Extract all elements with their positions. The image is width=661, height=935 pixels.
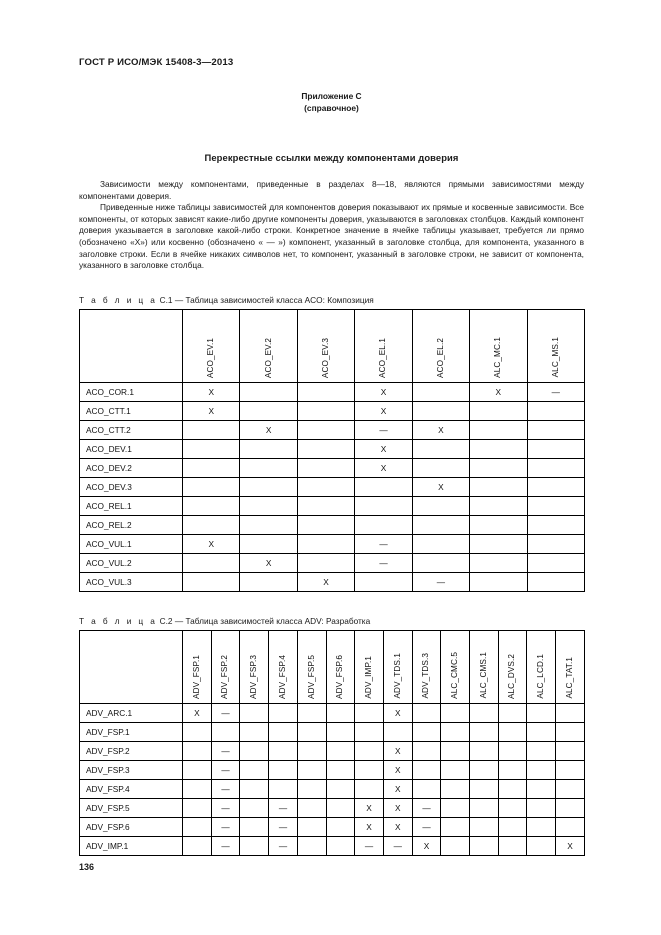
column-header-aco-ev-2	[240, 309, 297, 382]
dependency-cell	[412, 401, 469, 420]
table-row	[80, 817, 585, 836]
column-header-adv-fsp-4	[269, 630, 298, 703]
dependency-cell: —	[269, 836, 298, 855]
dependency-cell	[240, 836, 269, 855]
column-header-label: ALC_CMS.1	[478, 652, 488, 699]
paragraph-1: Зависимости между компонентами, приведенные в разделах 8—18, являются прямыми зависимостями между компонентами доверия.	[79, 179, 584, 201]
dependency-cell: X	[183, 382, 240, 401]
dependency-cell	[269, 741, 298, 760]
dependency-cell	[183, 572, 240, 591]
dependency-cell: —	[355, 420, 412, 439]
dependency-cell	[297, 553, 354, 572]
dependency-cell	[470, 760, 499, 779]
table-c1-caption	[79, 295, 584, 305]
table-row	[80, 572, 585, 591]
row-header-adv-fsp-6: ADV_FSP.6	[80, 817, 183, 836]
dependency-cell	[326, 741, 355, 760]
dependency-cell: —	[211, 798, 240, 817]
row-header-adv-imp-1: ADV_IMP.1	[80, 836, 183, 855]
column-header-label: ACO_EV.2	[263, 337, 273, 378]
column-header-adv-fsp-1	[183, 630, 212, 703]
dependency-cell	[183, 553, 240, 572]
dependency-cell	[498, 741, 527, 760]
dependency-cell: X	[355, 382, 412, 401]
dependency-cell	[326, 779, 355, 798]
dependency-cell	[240, 458, 297, 477]
dependency-cell	[240, 439, 297, 458]
dependency-cell	[355, 703, 384, 722]
row-header-aco-dev-1: ACO_DEV.1	[80, 439, 183, 458]
dependency-cell	[240, 760, 269, 779]
column-header-aco-ev-1	[183, 309, 240, 382]
dependency-cell	[441, 703, 470, 722]
column-header-label: ADV_FSP.1	[191, 654, 201, 699]
dependency-cell	[470, 458, 527, 477]
dependency-cell	[470, 439, 527, 458]
dependency-cell	[470, 515, 527, 534]
column-header-label: ALC_CMC.5	[450, 651, 460, 699]
dependency-cell	[211, 722, 240, 741]
dependency-cell	[183, 515, 240, 534]
dependency-cell: —	[211, 760, 240, 779]
column-header-alc-cmc-5	[441, 630, 470, 703]
row-header-adv-fsp-3: ADV_FSP.3	[80, 760, 183, 779]
column-header-adv-tds-3	[412, 630, 441, 703]
dependency-cell	[556, 798, 585, 817]
dependency-cell	[498, 817, 527, 836]
dependency-cell	[527, 572, 584, 591]
dependency-cell: —	[269, 798, 298, 817]
dependency-cell	[470, 817, 499, 836]
document-header: ГОСТ Р ИСО/МЭК 15408-3—2013	[79, 57, 234, 68]
table-c2	[79, 630, 585, 856]
row-header-adv-arc-1: ADV_ARC.1	[80, 703, 183, 722]
dependency-cell	[556, 703, 585, 722]
dependency-cell	[556, 779, 585, 798]
row-header-adv-fsp-4: ADV_FSP.4	[80, 779, 183, 798]
table-c1-caption-prefix: Т а б л и ц а	[79, 294, 158, 305]
dependency-cell	[240, 817, 269, 836]
dependency-cell: —	[211, 703, 240, 722]
dependency-cell	[297, 817, 326, 836]
dependency-cell	[240, 382, 297, 401]
column-header-alc-cms-1	[470, 630, 499, 703]
dependency-cell	[470, 779, 499, 798]
dependency-cell	[269, 779, 298, 798]
table-row	[80, 534, 585, 553]
spacer	[79, 272, 584, 295]
dependency-cell	[183, 798, 212, 817]
column-header-label: ALC_MS.1	[550, 337, 560, 378]
column-header-aco-el-1	[355, 309, 412, 382]
column-header-adv-fsp-3	[240, 630, 269, 703]
column-header-label: ADV_FSP.6	[335, 654, 345, 699]
row-header-aco-dev-2: ACO_DEV.2	[80, 458, 183, 477]
dependency-cell: —	[269, 817, 298, 836]
dependency-cell: —	[355, 534, 412, 553]
column-header-label: ACO_EV.1	[206, 337, 216, 378]
dependency-cell	[412, 760, 441, 779]
dependency-cell	[412, 703, 441, 722]
dependency-cell	[412, 553, 469, 572]
dependency-cell	[470, 496, 527, 515]
table-c2-body	[80, 703, 585, 855]
row-header-aco-ctt-1: ACO_CTT.1	[80, 401, 183, 420]
dependency-cell	[355, 572, 412, 591]
table-c2-head	[80, 630, 585, 703]
table-row	[80, 439, 585, 458]
dependency-cell	[412, 496, 469, 515]
dependency-cell	[412, 515, 469, 534]
dependency-cell	[556, 722, 585, 741]
dependency-cell	[412, 534, 469, 553]
dependency-cell: —	[355, 553, 412, 572]
table-row	[80, 420, 585, 439]
table-row	[80, 722, 585, 741]
dependency-cell: X	[183, 401, 240, 420]
dependency-cell	[556, 741, 585, 760]
dependency-cell: X	[355, 798, 384, 817]
dependency-cell	[470, 401, 527, 420]
dependency-cell: X	[240, 420, 297, 439]
dependency-cell	[240, 703, 269, 722]
dependency-cell	[269, 722, 298, 741]
dependency-cell: —	[211, 817, 240, 836]
dependency-cell	[412, 741, 441, 760]
dependency-cell	[441, 722, 470, 741]
page-number: 136	[79, 862, 95, 872]
dependency-cell: —	[412, 798, 441, 817]
column-header-alc-mc-1	[470, 309, 527, 382]
dependency-cell	[183, 477, 240, 496]
dependency-cell	[527, 836, 556, 855]
dependency-cell	[183, 496, 240, 515]
dependency-cell	[470, 534, 527, 553]
dependency-cell	[297, 703, 326, 722]
table-c1-header-row	[80, 309, 585, 382]
dependency-cell: X	[383, 817, 412, 836]
row-header-adv-fsp-2: ADV_FSP.2	[80, 741, 183, 760]
dependency-cell	[240, 534, 297, 553]
table-row	[80, 496, 585, 515]
dependency-cell	[240, 401, 297, 420]
dependency-cell	[297, 741, 326, 760]
dependency-cell	[297, 722, 326, 741]
dependency-cell	[297, 496, 354, 515]
dependency-cell	[240, 722, 269, 741]
dependency-cell: X	[383, 741, 412, 760]
dependency-cell	[183, 420, 240, 439]
dependency-cell	[412, 382, 469, 401]
table-c2-corner-cell	[80, 630, 183, 703]
dependency-cell	[527, 703, 556, 722]
dependency-cell	[326, 722, 355, 741]
dependency-cell: X	[183, 534, 240, 553]
dependency-cell	[470, 477, 527, 496]
table-row	[80, 703, 585, 722]
dependency-cell	[183, 722, 212, 741]
column-header-alc-tat-1	[556, 630, 585, 703]
dependency-cell	[527, 420, 584, 439]
dependency-cell	[326, 836, 355, 855]
page-content	[79, 57, 584, 856]
dependency-cell	[527, 741, 556, 760]
dependency-cell	[297, 382, 354, 401]
table-row	[80, 477, 585, 496]
dependency-cell: X	[556, 836, 585, 855]
dependency-cell	[240, 741, 269, 760]
dependency-cell	[470, 703, 499, 722]
dependency-cell	[441, 836, 470, 855]
dependency-cell: X	[383, 798, 412, 817]
dependency-cell	[240, 798, 269, 817]
dependency-cell	[470, 722, 499, 741]
row-header-aco-ctt-2: ACO_CTT.2	[80, 420, 183, 439]
table-c1	[79, 309, 585, 592]
dependency-cell	[527, 439, 584, 458]
column-header-label: ADV_TDS.1	[392, 653, 402, 699]
dependency-cell	[527, 401, 584, 420]
annex-block	[79, 91, 584, 114]
dependency-cell	[183, 458, 240, 477]
column-header-adv-imp-1	[355, 630, 384, 703]
dependency-cell: X	[355, 401, 412, 420]
dependency-cell: X	[383, 760, 412, 779]
dependency-cell	[240, 515, 297, 534]
dependency-cell: X	[412, 477, 469, 496]
dependency-cell	[412, 779, 441, 798]
dependency-cell	[527, 477, 584, 496]
dependency-cell	[470, 553, 527, 572]
dependency-cell	[240, 572, 297, 591]
dependency-cell: —	[211, 741, 240, 760]
annex-subtitle: (справочное)	[304, 102, 359, 113]
dependency-cell	[297, 798, 326, 817]
table-c1-caption-rest: C.1 — Таблица зависимостей класса ACO: Композиция	[159, 294, 374, 305]
dependency-cell	[498, 760, 527, 779]
dependency-cell	[297, 420, 354, 439]
table-row	[80, 553, 585, 572]
dependency-cell	[297, 515, 354, 534]
dependency-cell	[269, 760, 298, 779]
dependency-cell: X	[297, 572, 354, 591]
dependency-cell	[240, 477, 297, 496]
dependency-cell	[470, 741, 499, 760]
column-header-label: ACO_EL.2	[435, 337, 445, 378]
dependency-cell	[441, 779, 470, 798]
table-row	[80, 458, 585, 477]
dependency-cell	[183, 760, 212, 779]
dependency-cell	[470, 420, 527, 439]
dependency-cell	[240, 496, 297, 515]
dependency-cell	[412, 722, 441, 741]
table-row	[80, 798, 585, 817]
table-c1-corner-cell	[80, 309, 183, 382]
row-header-aco-rel-1: ACO_REL.1	[80, 496, 183, 515]
column-header-label: ADV_FSP.5	[306, 654, 316, 699]
paragraph-2: Приведенные ниже таблицы зависимостей для компонентов доверия показывают их прямые и косвенные зависимости. Все компоненты, от которых зависят какие-либо другие компоненты доверия, указываются в заголовках столбцов. Каждый компонент доверия указывается в заголовке какой-либо строки. Конкретное значение в ячейке таблицы указывает, требуется ли прямо (обозначено «X») или косвенно (обозначено « — ») компонент, указанный в заголовке столбца, для компонента, указанного в заголовке строки. Если в ячейке никаких символов нет, то компонент, указанный в заголовке строки, не зависит от компонента, указанного в заголовке столбца.	[79, 202, 584, 271]
dependency-cell	[326, 817, 355, 836]
table-c2-caption	[79, 616, 584, 626]
dependency-cell	[412, 439, 469, 458]
dependency-cell	[355, 779, 384, 798]
column-header-adv-fsp-5	[297, 630, 326, 703]
column-header-adv-tds-1	[383, 630, 412, 703]
table-c2-caption-prefix: Т а б л и ц а	[79, 615, 158, 626]
table-row	[80, 515, 585, 534]
dependency-cell	[527, 534, 584, 553]
dependency-cell	[498, 722, 527, 741]
dependency-cell	[527, 496, 584, 515]
dependency-cell	[326, 703, 355, 722]
column-header-adv-fsp-2	[211, 630, 240, 703]
row-header-aco-rel-2: ACO_REL.2	[80, 515, 183, 534]
dependency-cell	[441, 798, 470, 817]
dependency-cell	[269, 703, 298, 722]
table-row	[80, 779, 585, 798]
row-header-aco-vul-3: ACO_VUL.3	[80, 572, 183, 591]
dependency-cell	[527, 798, 556, 817]
table-row	[80, 741, 585, 760]
dependency-cell	[183, 817, 212, 836]
column-header-label: ALC_TAT.1	[564, 657, 574, 699]
dependency-cell	[183, 741, 212, 760]
row-header-aco-vul-1: ACO_VUL.1	[80, 534, 183, 553]
dependency-cell	[527, 760, 556, 779]
dependency-cell	[297, 439, 354, 458]
dependency-cell	[355, 477, 412, 496]
dependency-cell: —	[211, 779, 240, 798]
dependency-cell	[355, 741, 384, 760]
dependency-cell: X	[355, 458, 412, 477]
dependency-cell	[297, 401, 354, 420]
dependency-cell: X	[355, 439, 412, 458]
dependency-cell	[297, 760, 326, 779]
dependency-cell	[527, 722, 556, 741]
column-header-adv-fsp-6	[326, 630, 355, 703]
row-header-aco-vul-2: ACO_VUL.2	[80, 553, 183, 572]
dependency-cell: —	[412, 817, 441, 836]
column-header-aco-ev-3	[297, 309, 354, 382]
dependency-cell	[441, 760, 470, 779]
dependency-cell	[470, 836, 499, 855]
column-header-label: ALC_MC.1	[493, 336, 503, 378]
column-header-label: ACO_EL.1	[378, 337, 388, 378]
dependency-cell	[470, 572, 527, 591]
dependency-cell: —	[412, 572, 469, 591]
column-header-label: ADV_FSP.4	[277, 654, 287, 699]
dependency-cell	[355, 760, 384, 779]
dependency-cell	[498, 798, 527, 817]
dependency-cell	[498, 703, 527, 722]
table-row	[80, 382, 585, 401]
column-header-aco-el-2	[412, 309, 469, 382]
column-header-alc-ms-1	[527, 309, 584, 382]
dependency-cell	[498, 836, 527, 855]
spacer	[79, 592, 584, 616]
row-header-aco-dev-3: ACO_DEV.3	[80, 477, 183, 496]
dependency-cell: —	[211, 836, 240, 855]
dependency-cell	[527, 553, 584, 572]
dependency-cell: X	[383, 779, 412, 798]
dependency-cell	[441, 817, 470, 836]
dependency-cell	[183, 779, 212, 798]
table-row	[80, 836, 585, 855]
table-c2-header-row	[80, 630, 585, 703]
dependency-cell: —	[355, 836, 384, 855]
dependency-cell: X	[240, 553, 297, 572]
dependency-cell	[297, 534, 354, 553]
dependency-cell	[355, 722, 384, 741]
dependency-cell	[470, 798, 499, 817]
table-row	[80, 760, 585, 779]
column-header-label: ACO_EV.3	[320, 337, 330, 378]
dependency-cell	[527, 779, 556, 798]
dependency-cell	[383, 722, 412, 741]
table-c2-caption-rest: C.2 — Таблица зависимостей класса ADV: Разработка	[159, 615, 371, 626]
dependency-cell	[441, 741, 470, 760]
dependency-cell	[297, 836, 326, 855]
table-c1-head	[80, 309, 585, 382]
row-header-aco-cor-1: ACO_COR.1	[80, 382, 183, 401]
dependency-cell	[326, 760, 355, 779]
dependency-cell: X	[383, 703, 412, 722]
column-header-alc-lcd-1	[527, 630, 556, 703]
dependency-cell: X	[412, 836, 441, 855]
column-header-label: ALC_LCD.1	[536, 654, 546, 699]
section-title: Перекрестные ссылки между компонентами доверия	[204, 152, 459, 163]
dependency-cell	[527, 458, 584, 477]
dependency-cell	[240, 779, 269, 798]
column-header-label: ADV_TDS.3	[421, 653, 431, 699]
dependency-cell	[355, 496, 412, 515]
table-row	[80, 401, 585, 420]
table-c1-body	[80, 382, 585, 591]
column-header-label: ADV_FSP.2	[220, 654, 230, 699]
dependency-cell	[183, 836, 212, 855]
dependency-cell: X	[183, 703, 212, 722]
dependency-cell	[412, 458, 469, 477]
column-header-label: ALC_DVS.2	[507, 653, 517, 699]
dependency-cell	[297, 779, 326, 798]
column-header-alc-dvs-2	[498, 630, 527, 703]
dependency-cell	[297, 477, 354, 496]
row-header-adv-fsp-5: ADV_FSP.5	[80, 798, 183, 817]
dependency-cell	[527, 817, 556, 836]
dependency-cell: —	[527, 382, 584, 401]
dependency-cell: X	[412, 420, 469, 439]
dependency-cell	[556, 817, 585, 836]
dependency-cell	[556, 760, 585, 779]
dependency-cell: X	[470, 382, 527, 401]
row-header-adv-fsp-1: ADV_FSP.1	[80, 722, 183, 741]
dependency-cell	[355, 515, 412, 534]
dependency-cell	[183, 439, 240, 458]
dependency-cell	[498, 779, 527, 798]
column-header-label: ADV_IMP.1	[363, 656, 373, 699]
annex-title: Приложение C	[301, 91, 362, 101]
dependency-cell	[326, 798, 355, 817]
dependency-cell	[527, 515, 584, 534]
column-header-label: ADV_FSP.3	[249, 654, 259, 699]
dependency-cell: —	[383, 836, 412, 855]
dependency-cell: X	[355, 817, 384, 836]
dependency-cell	[297, 458, 354, 477]
